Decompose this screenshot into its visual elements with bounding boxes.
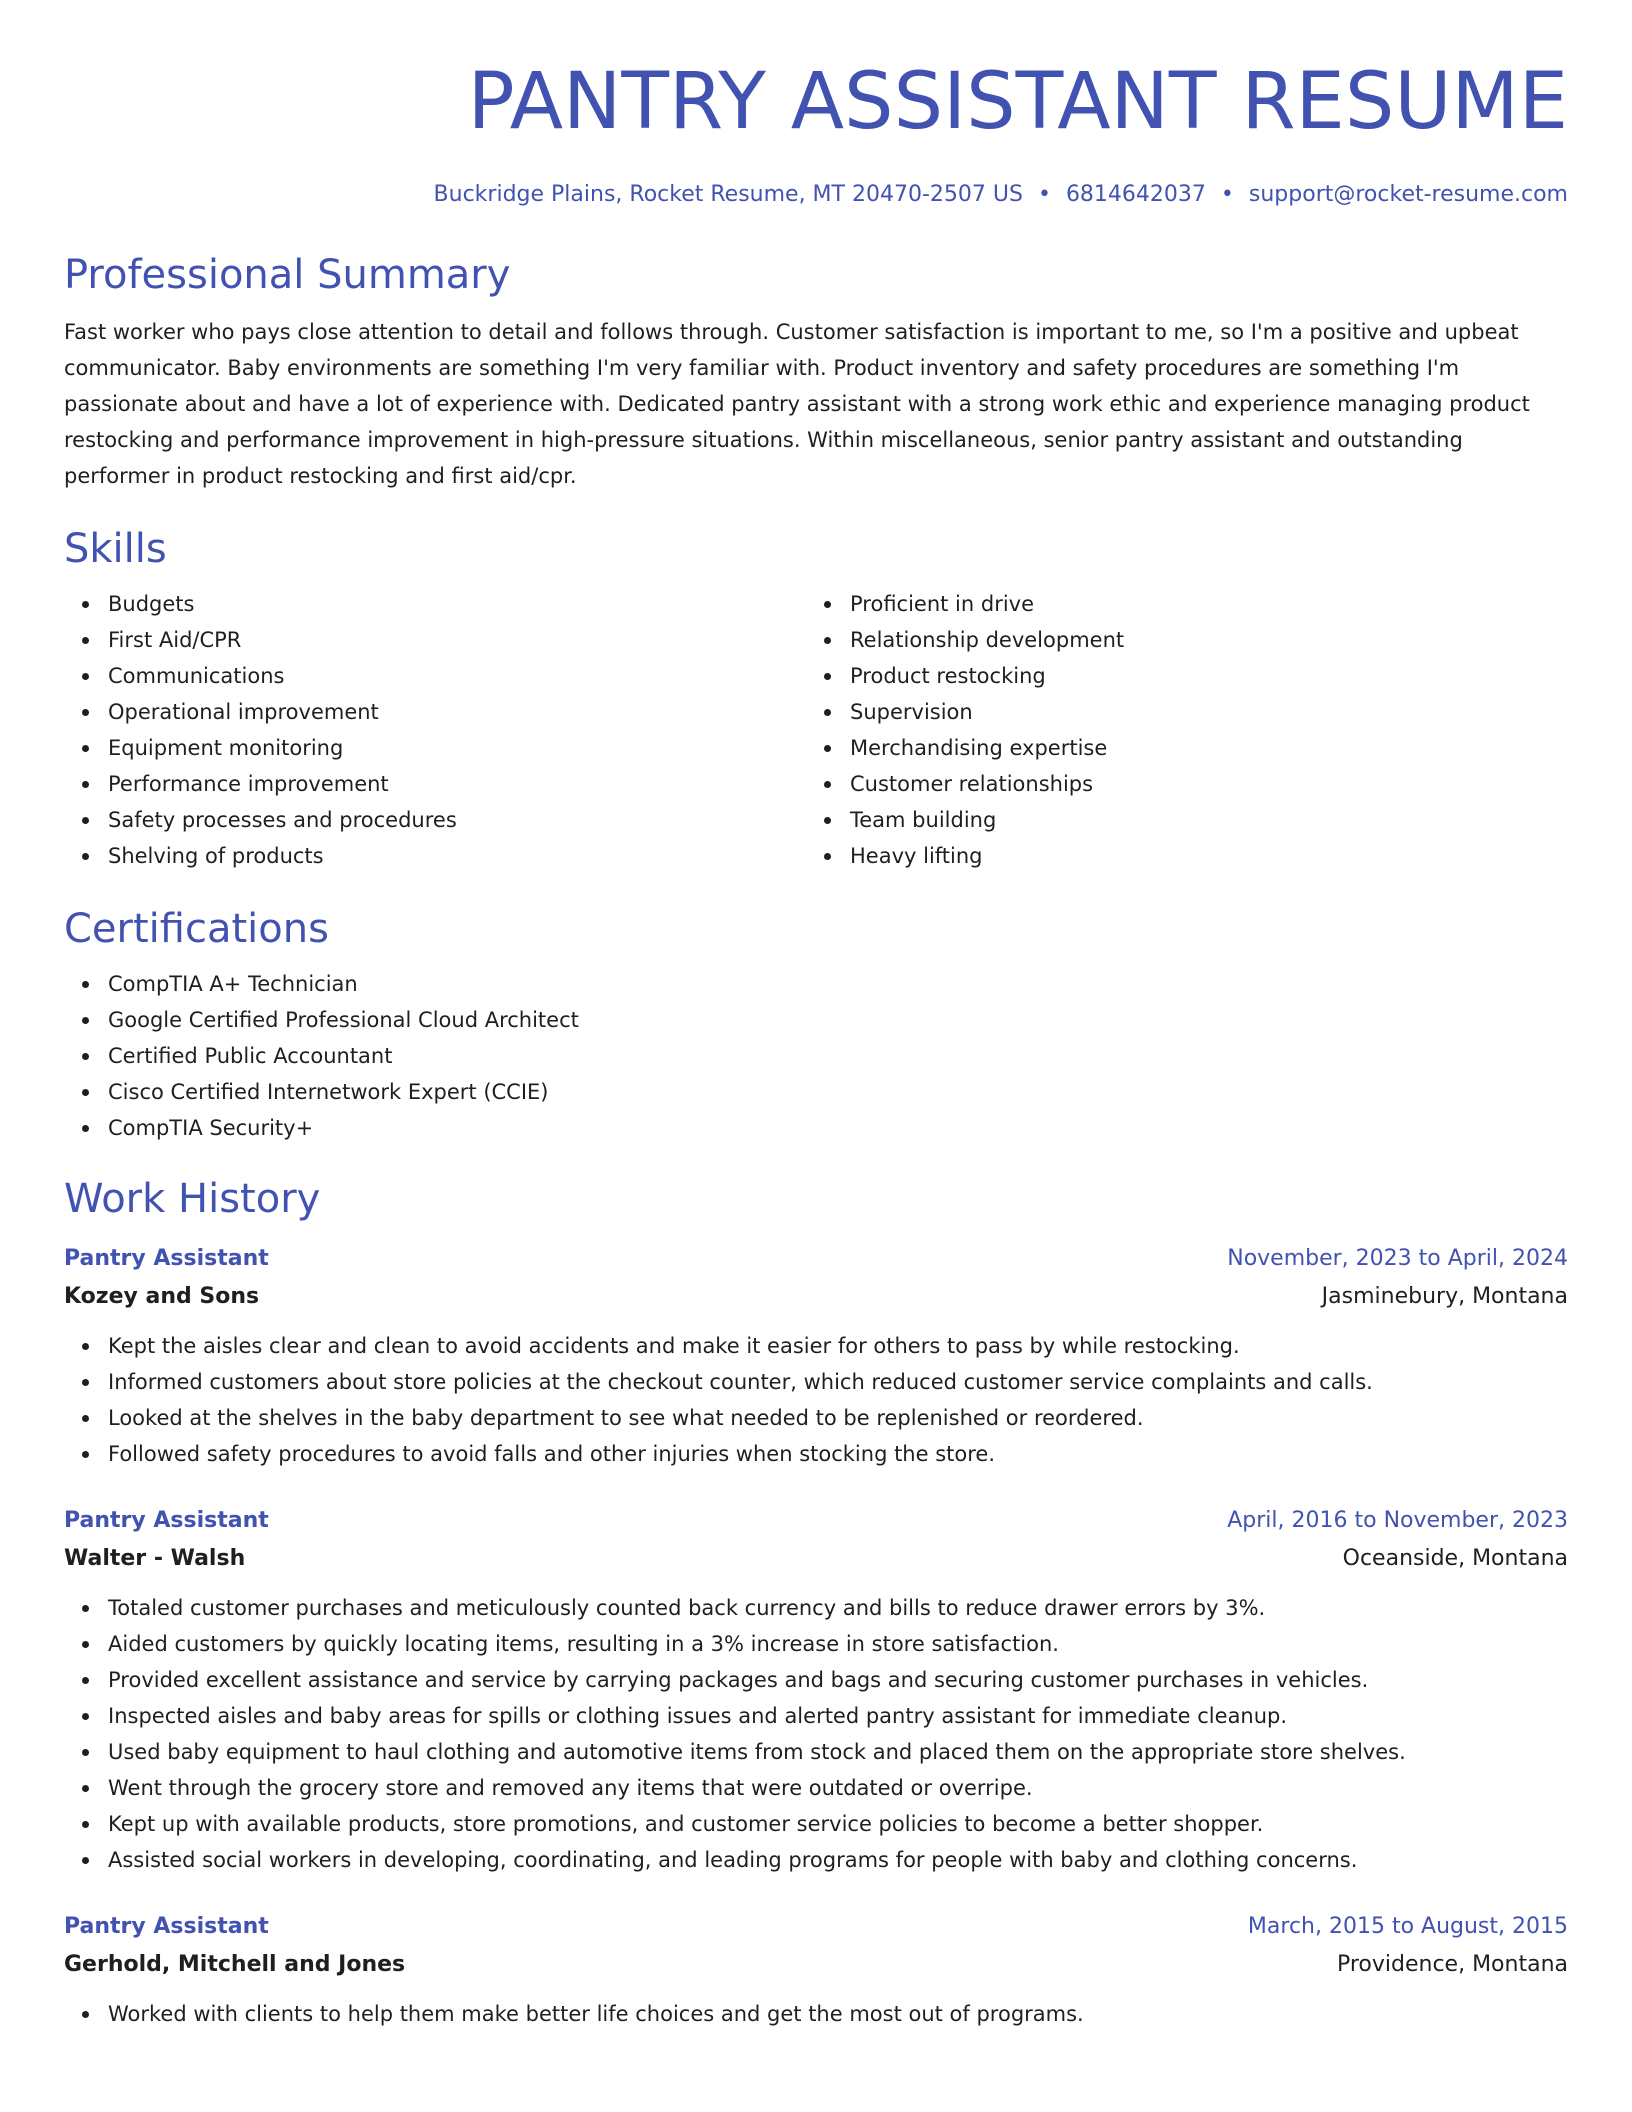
job-duty: Followed safety procedures to avoid falls and other injuries when stocking the store. xyxy=(108,1436,1568,1472)
job-duty: Informed customers about store policies at the checkout counter, which reduced customer service complaints and calls. xyxy=(108,1364,1568,1400)
job-company: Walter - Walsh xyxy=(64,1546,246,1571)
certification-item: CompTIA A+ Technician xyxy=(108,966,1568,1002)
contact-separator: • xyxy=(1220,182,1234,207)
skill-item: Relationship development xyxy=(850,622,1548,658)
job-duties-list xyxy=(64,1996,1568,2032)
skills-column-left xyxy=(64,586,806,874)
job-duty: Kept the aisles clear and clean to avoid accidents and make it easier for others to pass by while restocking. xyxy=(108,1328,1568,1364)
skill-item: Operational improvement xyxy=(108,694,806,730)
job-entry xyxy=(64,1908,1568,2032)
certifications-list xyxy=(64,966,1568,1146)
skills-heading: Skills xyxy=(64,526,167,572)
skill-item: Shelving of products xyxy=(108,838,806,874)
job-entry xyxy=(64,1240,1568,1472)
skill-item: Product restocking xyxy=(850,658,1548,694)
skill-item: Proficient in drive xyxy=(850,586,1548,622)
job-duty: Kept up with available products, store promotions, and customer service policies to become a better shopper. xyxy=(108,1806,1568,1842)
job-duty: Worked with clients to help them make better life choices and get the most out of programs. xyxy=(108,1996,1568,2032)
contact-separator: • xyxy=(1037,182,1051,207)
contact-phone: 6814642037 xyxy=(1065,182,1206,207)
skill-item: Communications xyxy=(108,658,806,694)
job-header-row xyxy=(64,1240,1568,1278)
skill-item: Merchandising expertise xyxy=(850,730,1548,766)
job-duty: Went through the grocery store and removed any items that were outdated or overripe. xyxy=(108,1770,1568,1806)
skills-list-left xyxy=(64,586,806,874)
job-company-row xyxy=(64,1278,1568,1316)
skills-columns xyxy=(64,586,1568,874)
job-duty: Assisted social workers in developing, coordinating, and leading programs for people with baby and clothing concerns. xyxy=(108,1842,1568,1878)
job-duties-list xyxy=(64,1328,1568,1472)
skills-column-right xyxy=(806,586,1548,874)
job-duty: Provided excellent assistance and service by carrying packages and bags and securing customer purchases in vehicles. xyxy=(108,1662,1568,1698)
job-title: Pantry Assistant xyxy=(64,1246,269,1271)
contact-line xyxy=(64,180,1568,210)
skill-item: Budgets xyxy=(108,586,806,622)
job-entry xyxy=(64,1502,1568,1878)
job-duty: Aided customers by quickly locating items, resulting in a 3% increase in store satisfaction. xyxy=(108,1626,1568,1662)
job-company-row xyxy=(64,1946,1568,1984)
job-company: Gerhold, Mitchell and Jones xyxy=(64,1952,406,1977)
certification-item: Google Certified Professional Cloud Architect xyxy=(108,1002,1568,1038)
job-company: Kozey and Sons xyxy=(64,1284,260,1309)
skill-item: Supervision xyxy=(850,694,1548,730)
job-title: Pantry Assistant xyxy=(64,1914,269,1939)
skill-item: Safety processes and procedures xyxy=(108,802,806,838)
skill-item: Team building xyxy=(850,802,1548,838)
job-dates: April, 2016 to November, 2023 xyxy=(1227,1508,1568,1533)
contact-email: support@rocket-resume.com xyxy=(1248,182,1568,207)
job-header-row xyxy=(64,1908,1568,1946)
skill-item: Equipment monitoring xyxy=(108,730,806,766)
job-duties-list xyxy=(64,1590,1568,1878)
job-duty: Looked at the shelves in the baby department to see what needed to be replenished or reordered. xyxy=(108,1400,1568,1436)
job-location: Oceanside, Montana xyxy=(1342,1546,1568,1571)
skill-item: Customer relationships xyxy=(850,766,1548,802)
certification-item: CompTIA Security+ xyxy=(108,1110,1568,1146)
job-duty: Used baby equipment to haul clothing and automotive items from stock and placed them on the appropriate store shelves. xyxy=(108,1734,1568,1770)
summary-heading: Professional Summary xyxy=(64,252,511,298)
job-dates: March, 2015 to August, 2015 xyxy=(1247,1914,1568,1939)
job-dates: November, 2023 to April, 2024 xyxy=(1227,1246,1568,1271)
work-history-heading: Work History xyxy=(64,1176,321,1222)
job-duty: Totaled customer purchases and meticulously counted back currency and bills to reduce drawer errors by 3%. xyxy=(108,1590,1568,1626)
job-header-row xyxy=(64,1502,1568,1540)
summary-text: Fast worker who pays close attention to detail and follows through. Customer satisfaction is important to me, so I'm a positive and upbeat communicator. Baby environments are something I'm very familiar with. Product inventory and safety procedures are something I'm passionate about and have a lot of experience with. Dedicated pantry assistant with a strong work ethic and experience managing product restocking and performance improvement in high-pressure situations. Within miscellaneous, senior pantry assistant and outstanding performer in product restocking and first aid/cpr. xyxy=(64,320,1530,488)
job-company-row xyxy=(64,1540,1568,1578)
skill-item: Performance improvement xyxy=(108,766,806,802)
job-duty: Inspected aisles and baby areas for spills or clothing issues and alerted pantry assistant for immediate cleanup. xyxy=(108,1698,1568,1734)
resume-title: PANTRY ASSISTANT RESUME xyxy=(467,57,1568,147)
job-title: Pantry Assistant xyxy=(64,1508,269,1533)
skill-item: Heavy lifting xyxy=(850,838,1548,874)
skill-item: First Aid/CPR xyxy=(108,622,806,658)
contact-address: Buckridge Plains, Rocket Resume, MT 20470-2507 US xyxy=(433,182,1023,207)
job-location: Jasminebury, Montana xyxy=(1321,1284,1568,1309)
skills-list-right xyxy=(806,586,1548,874)
job-location: Providence, Montana xyxy=(1336,1952,1568,1977)
certification-item: Certified Public Accountant xyxy=(108,1038,1568,1074)
certification-item: Cisco Certified Internetwork Expert (CCIE) xyxy=(108,1074,1568,1110)
certifications-heading: Certifications xyxy=(64,906,329,952)
